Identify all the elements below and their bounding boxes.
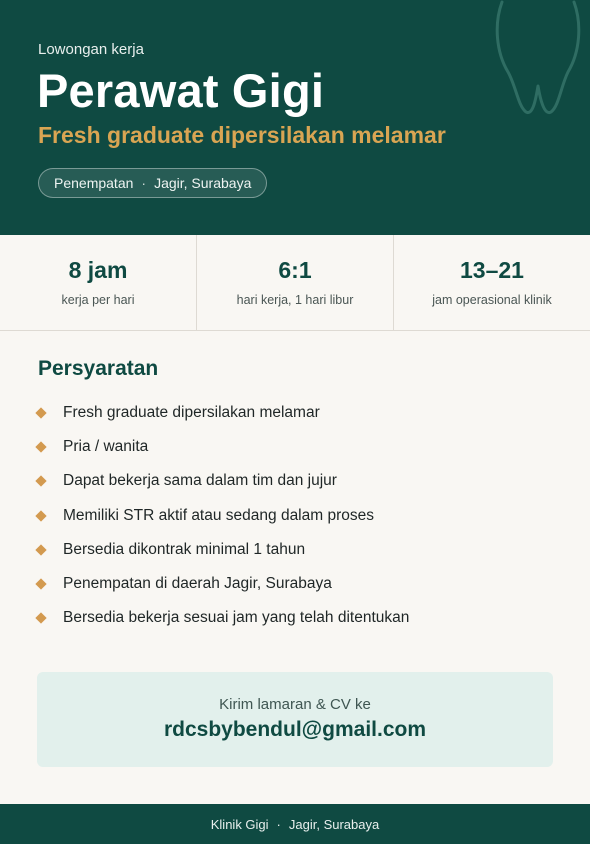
stat-label: kerja per hari (61, 293, 135, 307)
diamond-bullet-icon (35, 613, 46, 624)
diamond-bullet-icon (35, 578, 46, 589)
stat-work-hours (0, 235, 196, 330)
requirements-title: Persyaratan (38, 357, 159, 380)
footer-separator: · (276, 816, 281, 832)
requirement-text: Penempatan di daerah Jagir, Surabaya (63, 575, 332, 593)
requirements-list (36, 396, 409, 635)
stat-value: 13–21 (460, 257, 524, 283)
diamond-bullet-icon (35, 442, 46, 453)
stat-label: jam operasional klinik (432, 293, 552, 307)
requirement-item (36, 396, 409, 430)
footer-bar (0, 804, 590, 844)
stat-value: 8 jam (68, 257, 128, 283)
requirement-item (36, 464, 409, 498)
job-title: Perawat Gigi (37, 64, 325, 117)
requirement-text: Bersedia dikontrak minimal 1 tahun (63, 540, 306, 558)
requirement-item (36, 430, 409, 464)
contact-box (37, 672, 553, 767)
requirement-text: Fresh graduate dipersilakan melamar (63, 404, 320, 422)
stat-work-days (196, 235, 393, 330)
diamond-bullet-icon (35, 407, 46, 418)
diamond-bullet-icon (35, 476, 46, 487)
requirement-item (36, 499, 409, 533)
contact-email-link[interactable]: rdcsbybendul@gmail.com (163, 718, 427, 741)
job-subtitle: Fresh graduate dipersilakan melamar (38, 122, 446, 148)
stats-row (0, 235, 590, 331)
requirement-text: Memiliki STR aktif atau sedang dalam proses (63, 506, 374, 524)
footer-location: Jagir, Surabaya (288, 816, 380, 832)
job-eyebrow: Lowongan kerja (38, 41, 144, 58)
location-pill-separator: · (141, 175, 147, 191)
header-banner (0, 0, 590, 235)
contact-label: Kirim lamaran & CV ke (219, 696, 371, 713)
location-pill-value: Jagir, Surabaya (154, 175, 252, 191)
stat-label: hari kerja, 1 hari libur (236, 293, 354, 307)
requirement-text: Pria / wanita (63, 438, 149, 456)
diamond-bullet-icon (35, 510, 46, 521)
requirement-item (36, 567, 409, 601)
location-pill-label: Penempatan (54, 175, 134, 191)
location-pill (38, 168, 267, 198)
requirement-text: Bersedia bekerja sesuai jam yang telah ditentukan (63, 609, 410, 627)
diamond-bullet-icon (35, 544, 46, 555)
tooth-icon (488, 0, 588, 124)
stat-clinic-hours (393, 235, 590, 330)
requirement-text: Dapat bekerja sama dalam tim dan jujur (63, 472, 337, 490)
stat-value: 6:1 (278, 257, 312, 283)
requirement-item (36, 533, 409, 567)
requirement-item (36, 601, 409, 635)
footer-clinic: Klinik Gigi (210, 816, 269, 832)
